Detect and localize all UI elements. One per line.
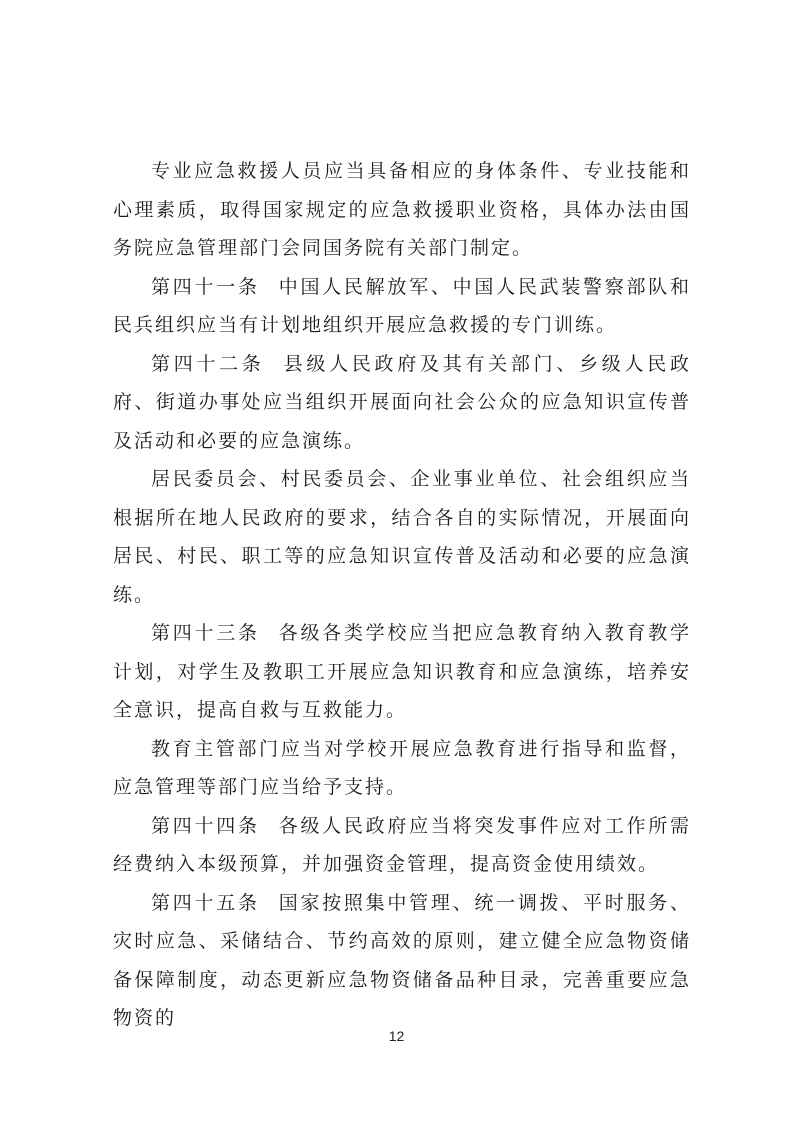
article-42-heading: 第四十二条	[151, 352, 265, 375]
article-43-heading: 第四十三条	[151, 622, 260, 644]
paragraph-2	[113, 268, 691, 345]
paragraph-8	[113, 884, 691, 1038]
paragraph-2-text: 中国人民解放军、中国人民武装警察部队和民兵组织应当有计划地组织开展应急救援的专门训练。	[113, 275, 691, 336]
paragraph-4-text: 居民委员会、村民委员会、企业事业单位、社会组织应当根据所在地人民政府的要求，结合各自的实际情况，开展面向居民、村民、职工等的应急知识宣传普及活动和必要的应急演练。	[113, 468, 691, 606]
paragraph-1	[113, 152, 691, 268]
paragraph-7-text: 各级人民政府应当将突发事件应对工作所需经费纳入本级预算，并加强资金管理，提高资金使用绩效。	[113, 814, 691, 875]
paragraph-3	[113, 345, 691, 461]
paragraph-5-text: 各级各类学校应当把应急教育纳入教育教学计划，对学生及教职工开展应急知识教育和应急演练，培养安全意识，提高自救与互救能力。	[113, 622, 691, 721]
paragraph-4	[113, 460, 691, 614]
page-number: 12	[388, 1028, 405, 1044]
paragraph-6	[113, 730, 691, 807]
paragraph-5	[113, 614, 691, 730]
paragraph-6-text: 教育主管部门应当对学校开展应急教育进行指导和监督，应急管理等部门应当给予支持。	[113, 737, 691, 798]
paragraph-7	[113, 807, 691, 884]
article-41-heading: 第四十一条	[151, 275, 260, 298]
article-44-heading: 第四十四条	[151, 814, 260, 837]
article-45-heading: 第四十五条	[151, 891, 260, 914]
paragraph-3-text: 县级人民政府及其有关部门、乡级人民政府、街道办事处应当组织开展面向社会公众的应急知识宣传普及活动和必要的应急演练。	[113, 352, 691, 452]
paragraph-1-text: 专业应急救援人员应当具备相应的身体条件、专业技能和心理素质，取得国家规定的应急救援职业资格，具体办法由国务院应急管理部门会同国务院有关部门制定。	[113, 160, 691, 259]
paragraph-8-text: 国家按照集中管理、统一调拨、平时服务、灾时应急、采储结合、节约高效的原则，建立健全应急物资储备保障制度，动态更新应急物资储备品种目录，完善重要应急物资的	[113, 891, 691, 1029]
document-body	[113, 152, 691, 1038]
